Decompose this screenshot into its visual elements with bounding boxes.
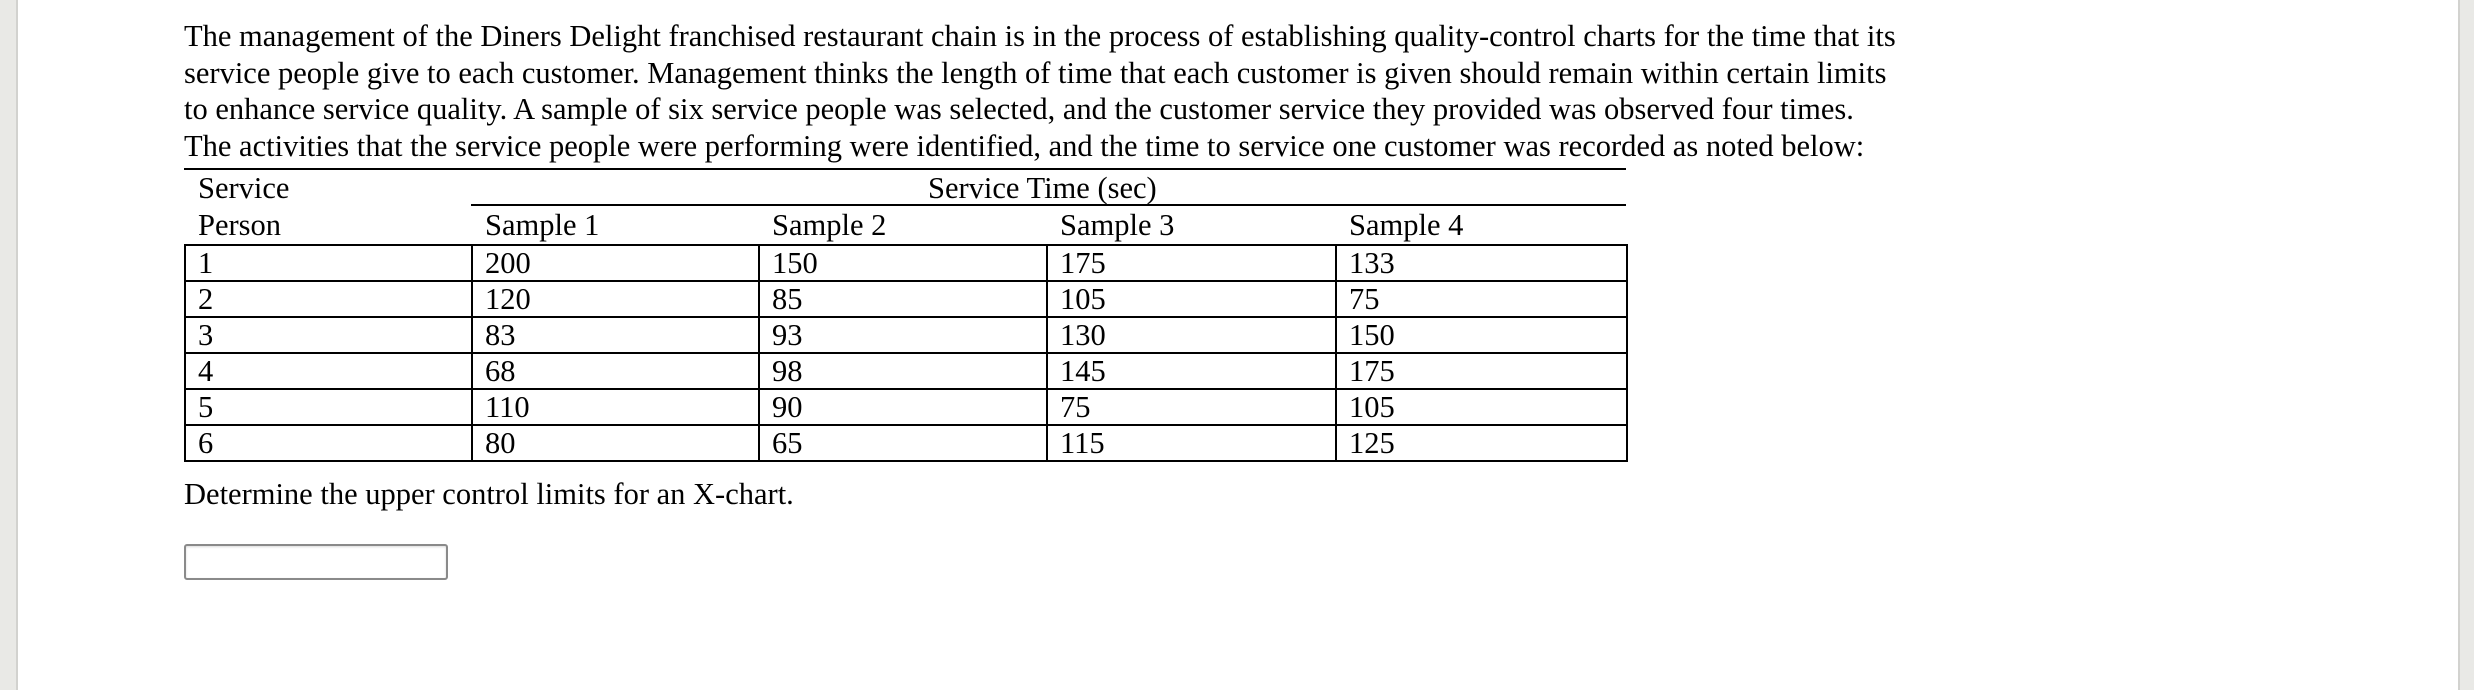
table-row bbox=[185, 389, 1627, 425]
answer-input[interactable] bbox=[184, 544, 448, 580]
time-cell: 65 bbox=[759, 425, 1047, 461]
service-time-group-header: Service Time (sec) bbox=[928, 171, 1157, 205]
table-header-row-1 bbox=[184, 170, 1626, 206]
time-cell: 175 bbox=[1336, 353, 1627, 389]
time-cell: 125 bbox=[1336, 425, 1627, 461]
prompt-text: Determine the upper control limits for an X-chart. bbox=[184, 477, 794, 511]
time-cell: 133 bbox=[1336, 245, 1627, 281]
time-cell: 93 bbox=[759, 317, 1047, 353]
left-window-edge bbox=[0, 0, 18, 690]
table-row bbox=[185, 353, 1627, 389]
table-row bbox=[185, 245, 1627, 281]
time-cell: 105 bbox=[1336, 389, 1627, 425]
table-row bbox=[185, 425, 1627, 461]
sample-header: Sample 4 bbox=[1349, 208, 1464, 242]
time-cell: 150 bbox=[759, 245, 1047, 281]
sample-header: Sample 1 bbox=[485, 208, 600, 242]
time-cell: 75 bbox=[1047, 389, 1336, 425]
right-window-edge bbox=[2458, 0, 2474, 690]
person-cell: 2 bbox=[185, 281, 472, 317]
time-cell: 98 bbox=[759, 353, 1047, 389]
time-cell: 150 bbox=[1336, 317, 1627, 353]
time-cell: 85 bbox=[759, 281, 1047, 317]
service-time-table bbox=[184, 168, 1626, 462]
person-cell: 4 bbox=[185, 353, 472, 389]
time-cell: 200 bbox=[472, 245, 759, 281]
table-header-row-2 bbox=[184, 206, 1626, 244]
sample-header: Sample 3 bbox=[1060, 208, 1175, 242]
sample-header: Sample 2 bbox=[772, 208, 887, 242]
person-cell: 6 bbox=[185, 425, 472, 461]
person-cell: 5 bbox=[185, 389, 472, 425]
time-cell: 80 bbox=[472, 425, 759, 461]
service-person-header-line1: Service bbox=[198, 171, 290, 205]
time-cell: 68 bbox=[472, 353, 759, 389]
person-cell: 3 bbox=[185, 317, 472, 353]
table-row bbox=[185, 317, 1627, 353]
person-cell: 1 bbox=[185, 245, 472, 281]
question-content bbox=[184, 18, 1904, 580]
time-cell: 145 bbox=[1047, 353, 1336, 389]
time-cell: 130 bbox=[1047, 317, 1336, 353]
time-cell: 105 bbox=[1047, 281, 1336, 317]
service-person-header-line2: Person bbox=[198, 208, 282, 242]
time-cell: 110 bbox=[472, 389, 759, 425]
time-cell: 115 bbox=[1047, 425, 1336, 461]
time-cell: 75 bbox=[1336, 281, 1627, 317]
time-cell: 120 bbox=[472, 281, 759, 317]
question-text: The management of the Diners Delight franchised restaurant chain is in the process of establishing quality-control charts for the time that its service people give to each customer. Management thinks the length of time that each customer is given should remain within certain limits to enhance service quality. A sample of six service people was selected, and the customer service they provided was observed four times. The activities that the service people were performing were identified, and the time to service one customer was recorded as noted below: bbox=[184, 19, 1896, 163]
time-cell: 90 bbox=[759, 389, 1047, 425]
time-cell: 83 bbox=[472, 317, 759, 353]
time-cell: 175 bbox=[1047, 245, 1336, 281]
data-grid bbox=[184, 244, 1628, 462]
table-row bbox=[185, 281, 1627, 317]
